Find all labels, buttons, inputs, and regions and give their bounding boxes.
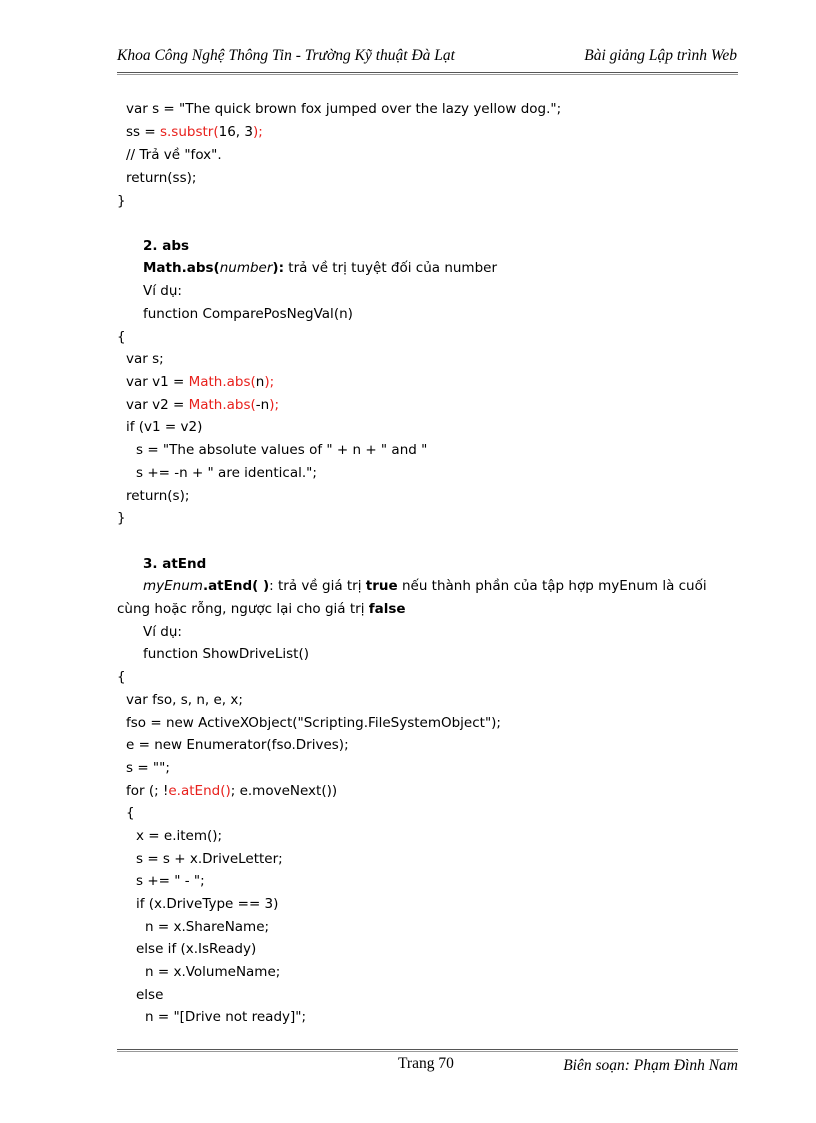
code-line: if (x.DriveType == 3): [136, 896, 279, 912]
code-line: else if (x.IsReady): [136, 941, 257, 957]
atend-description: myEnum.atEnd( ): trả về giá trị true nếu thành phần của tập hợp myEnum là cuối: [143, 578, 707, 594]
footer-rule: [117, 1049, 738, 1052]
footer-author: Biên soạn: Phạm Đình Nam: [563, 1057, 738, 1074]
code-line: var s;: [126, 351, 164, 367]
code-comment: // Trả về "fox".: [126, 147, 222, 163]
section-heading-abs: 2. abs: [143, 238, 190, 254]
code-line: var v1 = Math.abs(n);: [126, 374, 275, 390]
code-line: return(s);: [126, 488, 190, 504]
code-line: function ComparePosNegVal(n): [143, 306, 353, 322]
example-label: Ví dụ:: [143, 624, 182, 640]
code-line: ss = s.substr(16, 3);: [126, 124, 263, 140]
code-line: var v2 = Math.abs(-n);: [126, 397, 280, 413]
example-label: Ví dụ:: [143, 283, 182, 299]
code-brace: }: [117, 510, 126, 526]
code-line: s = "The absolute values of " + n + " and ": [136, 442, 428, 458]
section-heading-atend: 3. atEnd: [143, 556, 207, 572]
page-header: [117, 47, 737, 71]
code-line: n = x.ShareName;: [145, 919, 270, 935]
code-line: n = "[Drive not ready]";: [145, 1009, 307, 1025]
page-footer: [117, 1055, 738, 1079]
code-brace: }: [117, 193, 126, 209]
page-number: Trang 70: [398, 1055, 454, 1072]
abs-description: Math.abs(number): trả về trị tuyệt đối của number: [143, 260, 498, 276]
code-line: x = e.item();: [136, 828, 223, 844]
code-line: fso = new ActiveXObject("Scripting.FileSystemObject");: [126, 715, 501, 731]
header-rule: [117, 72, 738, 75]
code-line: return(ss);: [126, 170, 197, 186]
code-line: else: [136, 987, 164, 1003]
atend-description-cont: cùng hoặc rỗng, ngược lại cho giá trị false: [117, 601, 406, 617]
code-line: function ShowDriveList(): [143, 646, 309, 662]
code-line: n = x.VolumeName;: [145, 964, 281, 980]
code-line: for (; !e.atEnd(); e.moveNext()): [126, 783, 338, 799]
code-brace: {: [117, 329, 126, 345]
code-line: if (v1 = v2): [126, 419, 203, 435]
code-line: s += -n + " are identical.";: [136, 465, 317, 481]
code-line: var s = "The quick brown fox jumped over the lazy yellow dog.";: [126, 101, 562, 117]
header-course: Bài giảng Lập trình Web: [584, 47, 737, 64]
code-line: s = "";: [126, 760, 170, 776]
code-line: s = s + x.DriveLetter;: [136, 851, 283, 867]
code-brace: {: [126, 805, 135, 821]
code-line: s += " - ";: [136, 873, 205, 889]
code-line: var fso, s, n, e, x;: [126, 692, 243, 708]
code-brace: {: [117, 669, 126, 685]
code-line: e = new Enumerator(fso.Drives);: [126, 737, 349, 753]
header-school: Khoa Công Nghệ Thông Tin - Trường Kỹ thuật Đà Lạt: [117, 47, 455, 64]
